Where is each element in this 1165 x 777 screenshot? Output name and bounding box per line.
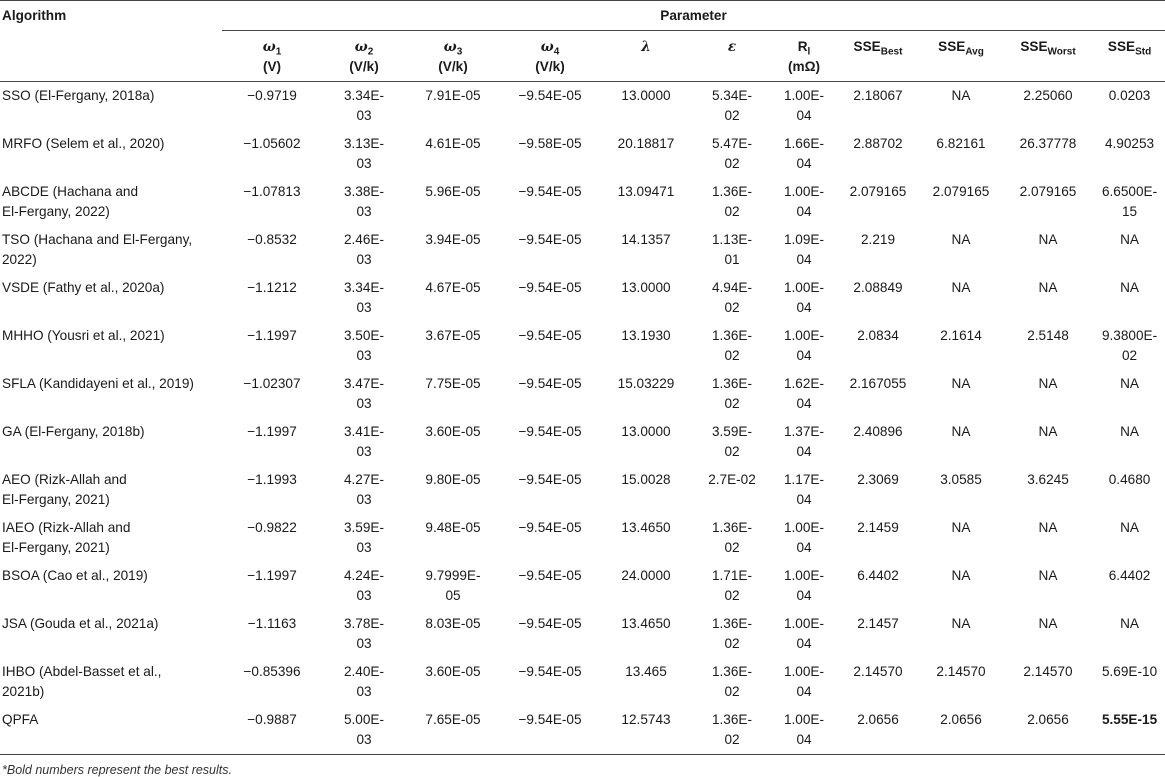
cell-eps: 1.36E- 02: [711, 376, 753, 411]
cell-rl: 1.00E- 04: [783, 616, 825, 651]
column-unit: (mΩ): [787, 59, 821, 74]
cell-eps: 1.13E- 01: [711, 232, 753, 267]
cell-best: 6.4402: [857, 568, 899, 583]
cell-avg: NA: [951, 520, 971, 535]
cell-w4: −9.54E-05: [518, 616, 582, 631]
cell-lambda: 15.0028: [621, 472, 671, 487]
cell-w1: −0.85396: [243, 664, 301, 679]
cell-w3: 9.7999E- 05: [425, 568, 481, 603]
cell-lambda: 13.0000: [621, 280, 671, 295]
column-symbol: SSE: [1020, 39, 1048, 54]
column-symbol: ε: [727, 39, 737, 55]
table-row: [0, 658, 1165, 706]
cell-avg: NA: [951, 424, 971, 439]
cell-eps: 3.59E- 02: [711, 424, 753, 459]
cell-std: NA: [1120, 280, 1139, 295]
column-subscript: Best: [880, 46, 903, 58]
column-header-9: [920, 31, 1002, 82]
cell-eps: 1.36E- 02: [711, 328, 753, 363]
cell-best: 2.40896: [853, 424, 903, 439]
cell-w2: 3.59E- 03: [343, 520, 385, 555]
cell-worst: 3.6245: [1027, 472, 1069, 487]
cell-lambda: 13.09471: [617, 184, 675, 199]
cell-best: 2.18067: [853, 88, 903, 103]
cell-worst: 26.37778: [1019, 136, 1077, 151]
cell-std: 5.55E-15: [1094, 706, 1165, 755]
cell-w4: −9.54E-05: [518, 328, 582, 343]
cell-w4: −9.54E-05: [518, 664, 582, 679]
cell-w4: −9.54E-05: [518, 280, 582, 295]
column-subscript: Avg: [965, 46, 984, 58]
cell-std: 9.3800E- 02: [1101, 328, 1158, 363]
cell-std: 4.90253: [1104, 136, 1155, 151]
cell-eps: 5.47E- 02: [711, 136, 753, 171]
cell-eps: 1.36E- 02: [711, 616, 753, 651]
column-symbol: SSE: [853, 39, 881, 54]
cell-avg: NA: [951, 280, 971, 295]
cell-lambda: 12.5743: [600, 706, 692, 755]
column-header-7: [772, 31, 836, 82]
cell-w4: −9.58E-05: [518, 136, 582, 151]
cell-best: 2.1457: [857, 616, 899, 631]
algorithm-name: ABCDE (Hachana and El-Fergany, 2022): [2, 184, 139, 219]
cell-w3: 5.96E-05: [425, 184, 481, 199]
cell-worst: NA: [1038, 280, 1058, 295]
table-row: [0, 562, 1165, 610]
cell-rl: 1.09E- 04: [783, 232, 825, 267]
cell-lambda: 13.0000: [621, 88, 671, 103]
blank-header: [0, 31, 222, 82]
table-row: [0, 226, 1165, 274]
column-subscript: Std: [1135, 46, 1152, 58]
cell-std: 0.4680: [1108, 472, 1151, 487]
cell-worst: 2.14570: [1023, 664, 1073, 679]
cell-worst: NA: [1038, 232, 1058, 247]
algorithm-name: GA (El-Fergany, 2018b): [2, 424, 145, 439]
cell-rl: 1.00E- 04: [783, 520, 825, 555]
column-header-1: [222, 31, 322, 82]
cell-worst: 2.5148: [1027, 328, 1069, 343]
algorithm-name: SSO (El-Fergany, 2018a): [2, 88, 155, 103]
cell-std: 0.0203: [1108, 88, 1151, 103]
cell-w2: 4.27E- 03: [343, 472, 385, 507]
table-body: [0, 82, 1165, 755]
cell-avg: NA: [951, 616, 971, 631]
table-row: [0, 370, 1165, 418]
cell-avg: NA: [951, 88, 971, 103]
column-header-10: [1002, 31, 1094, 82]
cell-avg: 2.14570: [936, 664, 986, 679]
cell-w4: −9.54E-05: [500, 706, 600, 755]
cell-w3: 9.48E-05: [425, 520, 481, 535]
cell-rl: 1.00E- 04: [783, 280, 825, 315]
cell-w3: 3.60E-05: [425, 424, 481, 439]
cell-w2: 3.78E- 03: [343, 616, 385, 651]
cell-w2: 3.34E- 03: [343, 88, 385, 123]
cell-best: 2.0834: [857, 328, 899, 343]
column-header-4: [500, 31, 600, 82]
cell-rl: 1.66E- 04: [783, 136, 825, 171]
table-row: [0, 178, 1165, 226]
cell-w4: −9.54E-05: [518, 472, 582, 487]
column-symbol: SSE: [1107, 39, 1136, 54]
column-symbol: SSE: [938, 39, 966, 54]
column-header-5: [600, 31, 692, 82]
cell-lambda: 13.465: [625, 664, 667, 679]
algorithm-name: AEO (Rizk-Allah and El-Fergany, 2021): [2, 472, 127, 507]
cell-worst: NA: [1038, 568, 1058, 583]
cell-rl: 1.37E- 04: [783, 424, 825, 459]
cell-rl: 1.00E- 04: [783, 328, 825, 363]
cell-w3: 3.67E-05: [425, 328, 481, 343]
cell-eps: 2.7E-02: [708, 472, 756, 487]
cell-eps: 1.71E- 02: [711, 568, 753, 603]
cell-avg: 3.0585: [940, 472, 982, 487]
column-header-row: [0, 31, 1165, 82]
cell-lambda: 13.0000: [621, 424, 671, 439]
column-symbol: ω: [540, 39, 554, 55]
cell-worst: NA: [1038, 616, 1058, 631]
column-symbol: ω: [262, 39, 276, 55]
cell-w1: −1.1997: [247, 424, 297, 439]
cell-w2: 3.47E- 03: [343, 376, 385, 411]
cell-w2: 3.41E- 03: [343, 424, 385, 459]
algorithm-name: IHBO (Abdel-Basset et al., 2021b): [2, 664, 162, 699]
column-unit: (V/k): [438, 59, 468, 74]
cell-best: 2.079165: [849, 184, 907, 199]
cell-w1: −0.9887: [222, 706, 322, 755]
cell-std: NA: [1120, 232, 1139, 247]
cell-rl: 1.17E- 04: [783, 472, 825, 507]
cell-w1: −1.07813: [243, 184, 301, 199]
cell-w1: −1.1997: [247, 568, 297, 583]
table-row: [0, 610, 1165, 658]
algorithm-name: SFLA (Kandidayeni et al., 2019): [2, 376, 194, 391]
cell-std: NA: [1120, 616, 1139, 631]
cell-w3: 3.60E-05: [425, 664, 481, 679]
cell-w3: 7.91E-05: [425, 88, 481, 103]
cell-w1: −1.1997: [247, 328, 297, 343]
table-row: [0, 322, 1165, 370]
cell-std: NA: [1120, 376, 1139, 391]
cell-avg: 2.1614: [940, 328, 982, 343]
cell-eps: 1.36E- 02: [711, 664, 753, 699]
cell-worst: 2.079165: [1019, 184, 1077, 199]
cell-avg: NA: [951, 232, 971, 247]
cell-std: 6.6500E- 15: [1101, 184, 1158, 219]
cell-w1: −0.8532: [247, 232, 297, 247]
column-subscript: 2: [367, 46, 374, 58]
column-unit: (V/k): [535, 59, 565, 74]
cell-lambda: 15.03229: [617, 376, 675, 391]
cell-worst: 2.0656: [1002, 706, 1094, 755]
column-header-6: [692, 31, 772, 82]
algorithm-name: IAEO (Rizk-Allah and El-Fergany, 2021): [2, 520, 131, 555]
cell-best: 2.3069: [857, 472, 899, 487]
column-subscript: 3: [456, 46, 463, 58]
cell-rl: 1.00E- 04: [783, 664, 825, 699]
cell-w1: −0.9822: [247, 520, 297, 535]
cell-avg: NA: [951, 568, 971, 583]
cell-std: 6.4402: [1108, 568, 1151, 583]
cell-avg: 2.0656: [920, 706, 1002, 755]
column-subscript: l: [807, 46, 811, 58]
cell-best: 2.14570: [853, 664, 903, 679]
table-row: [0, 514, 1165, 562]
cell-w3: 7.75E-05: [425, 376, 481, 391]
algorithm-name: TSO (Hachana and El-Fergany, 2022): [2, 232, 193, 267]
cell-w4: −9.54E-05: [518, 424, 582, 439]
cell-best: 2.08849: [853, 280, 903, 295]
cell-w1: −1.05602: [243, 136, 301, 151]
table-row: [0, 274, 1165, 322]
cell-std: NA: [1120, 424, 1139, 439]
cell-rl: 1.00E- 04: [772, 706, 836, 755]
cell-w2: 3.13E- 03: [343, 136, 385, 171]
algorithm-name: QPFA: [0, 706, 222, 755]
column-header-8: [836, 31, 920, 82]
cell-w4: −9.54E-05: [518, 520, 582, 535]
column-subscript: 1: [275, 46, 282, 58]
cell-eps: 1.36E- 02: [711, 520, 753, 555]
column-unit: (V/k): [349, 59, 379, 74]
cell-rl: 1.00E- 04: [783, 568, 825, 603]
cell-worst: NA: [1038, 424, 1058, 439]
algorithm-name: BSOA (Cao et al., 2019): [2, 568, 148, 583]
cell-lambda: 24.0000: [621, 568, 671, 583]
cell-w1: −1.02307: [243, 376, 301, 391]
footnote: *Bold numbers represent the best results.: [2, 763, 232, 777]
cell-best: 2.0656: [836, 706, 920, 755]
table-row: [0, 418, 1165, 466]
cell-w2: 5.00E- 03: [322, 706, 406, 755]
cell-lambda: 14.1357: [621, 232, 671, 247]
cell-w4: −9.54E-05: [518, 568, 582, 583]
cell-worst: NA: [1038, 376, 1058, 391]
cell-rl: 1.62E- 04: [783, 376, 825, 411]
cell-w2: 2.46E- 03: [343, 232, 385, 267]
cell-rl: 1.00E- 04: [783, 184, 825, 219]
algorithm-name: JSA (Gouda et al., 2021a): [2, 616, 159, 631]
cell-w2: 4.24E- 03: [343, 568, 385, 603]
cell-w1: −1.1212: [247, 280, 297, 295]
cell-w4: −9.54E-05: [518, 88, 582, 103]
cell-best: 2.88702: [853, 136, 903, 151]
cell-w3: 4.67E-05: [425, 280, 481, 295]
cell-lambda: 20.18817: [617, 136, 675, 151]
cell-w2: 3.38E- 03: [343, 184, 385, 219]
column-symbol: ω: [443, 39, 457, 55]
table-row: [0, 466, 1165, 514]
cell-w3: 3.94E-05: [425, 232, 481, 247]
cell-lambda: 13.1930: [621, 328, 671, 343]
column-subscript: 4: [553, 46, 560, 58]
column-symbol: λ: [641, 39, 651, 55]
cell-w2: 3.50E- 03: [343, 328, 385, 363]
cell-worst: 2.25060: [1023, 88, 1073, 103]
column-header-11: [1094, 31, 1165, 82]
table-row: [0, 130, 1165, 178]
table-row: [0, 706, 1165, 755]
parameter-header: Parameter: [222, 1, 1165, 31]
algorithm-name: MRFO (Selem et al., 2020): [2, 136, 165, 151]
cell-w4: −9.54E-05: [518, 376, 582, 391]
cell-std: NA: [1120, 520, 1139, 535]
algorithm-name: VSDE (Fathy et al., 2020a): [2, 280, 165, 295]
algorithm-name: MHHO (Yousri et al., 2021): [2, 328, 165, 343]
cell-lambda: 13.4650: [621, 616, 671, 631]
cell-worst: NA: [1038, 520, 1058, 535]
cell-std: 5.69E-10: [1101, 664, 1158, 679]
cell-best: 2.1459: [857, 520, 899, 535]
cell-w2: 2.40E- 03: [343, 664, 385, 699]
column-header-3: [406, 31, 500, 82]
cell-best: 2.167055: [849, 376, 907, 391]
cell-avg: NA: [951, 376, 971, 391]
cell-rl: 1.00E- 04: [783, 88, 825, 123]
cell-w3: 7.65E-05: [406, 706, 500, 755]
cell-best: 2.219: [860, 232, 896, 247]
cell-w2: 3.34E- 03: [343, 280, 385, 315]
cell-w3: 9.80E-05: [425, 472, 481, 487]
column-symbol: ω: [354, 39, 368, 55]
cell-w1: −0.9719: [247, 88, 297, 103]
cell-eps: 1.36E- 02: [711, 184, 753, 219]
cell-w1: −1.1163: [247, 616, 297, 631]
cell-w1: −1.1993: [247, 472, 297, 487]
cell-w4: −9.54E-05: [518, 232, 582, 247]
cell-w3: 8.03E-05: [425, 616, 481, 631]
column-symbol: R: [797, 39, 808, 54]
table-header: [0, 1, 1165, 82]
cell-eps: 4.94E- 02: [711, 280, 753, 315]
cell-eps: 5.34E- 02: [711, 88, 753, 123]
cell-lambda: 13.4650: [621, 520, 671, 535]
cell-avg: 6.82161: [936, 136, 986, 151]
column-header-2: [322, 31, 406, 82]
cell-avg: 2.079165: [932, 184, 990, 199]
cell-w3: 4.61E-05: [425, 136, 481, 151]
table-row: [0, 82, 1165, 131]
cell-w4: −9.54E-05: [518, 184, 582, 199]
column-subscript: Worst: [1047, 46, 1076, 58]
cell-eps: 1.36E- 02: [692, 706, 772, 755]
column-unit: (V): [262, 59, 282, 74]
algorithm-header: Algorithm: [0, 1, 222, 31]
